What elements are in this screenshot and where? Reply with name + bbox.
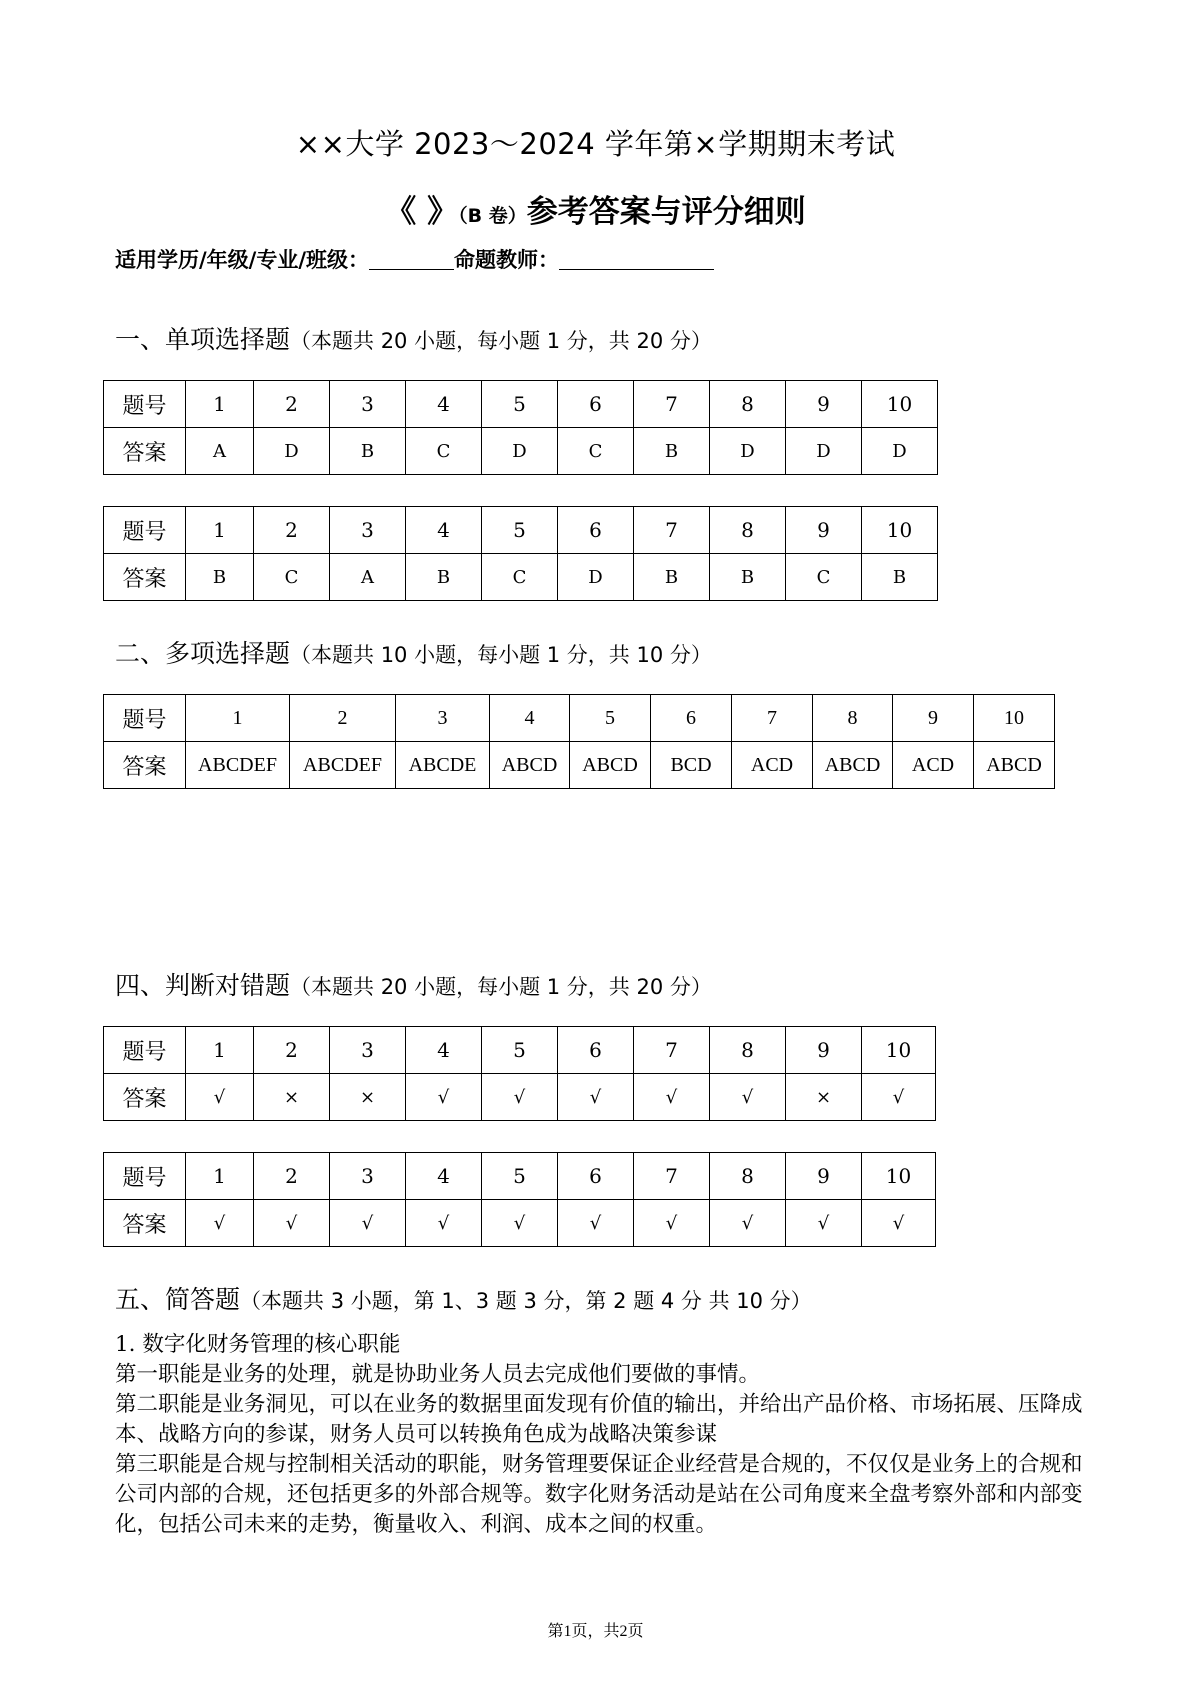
section-single-choice <box>115 320 712 356</box>
row-header: 答案 <box>104 428 186 475</box>
answer-cell: A <box>330 554 406 601</box>
answer-cell: D <box>786 428 862 475</box>
question-number-cell: 6 <box>558 381 634 428</box>
row-header: 题号 <box>104 695 186 742</box>
short-answer-body <box>115 1330 1090 1540</box>
answer-key-title <box>0 186 1191 231</box>
question-number-cell: 9 <box>786 381 862 428</box>
answer-row <box>104 1200 936 1247</box>
question-number-cell: 8 <box>710 1153 786 1200</box>
section-title: 四、判断对错题 <box>115 971 291 1000</box>
answer-paragraph: 第三职能是合规与控制相关活动的职能，财务管理要保证企业经营是合规的，不仅仅是业务上的合规和公司内部的合规，还包括更多的外部合规等。数字化财务活动是站在公司角度来全盘考察外部和内部变化，包括公司未来的走势，衡量收入、利润、成本之间的权重。 <box>115 1452 1083 1537</box>
row-header: 答案 <box>104 554 186 601</box>
question-number-cell: 3 <box>330 507 406 554</box>
section-title: 二、多项选择题 <box>115 639 291 668</box>
single-choice-table-1 <box>103 380 938 475</box>
row-header: 答案 <box>104 1074 186 1121</box>
exam-title: ××大学 2023～2024 学年第×学期期末考试 <box>295 127 896 161</box>
question-number-cell: 7 <box>732 695 813 742</box>
answer-cell: C <box>482 554 558 601</box>
question-number-cell: 3 <box>330 381 406 428</box>
answer-cell: √ <box>186 1074 254 1121</box>
question-number-cell: 6 <box>558 1027 634 1074</box>
answer-cell: C <box>786 554 862 601</box>
question-number-cell: 10 <box>862 507 938 554</box>
answer-cell: × <box>786 1074 862 1121</box>
answer-cell: ABCDEF <box>290 742 396 789</box>
question-number-cell: 10 <box>862 1027 936 1074</box>
question-number-cell: 4 <box>406 1027 482 1074</box>
answer-cell: D <box>862 428 938 475</box>
answer-cell: √ <box>558 1074 634 1121</box>
answer-cell: ABCDE <box>396 742 490 789</box>
section-note: （本题共 20 小题，每小题 1 分，共 20 分） <box>290 329 712 353</box>
question-number-cell: 10 <box>862 1153 936 1200</box>
answer-cell: D <box>254 428 330 475</box>
answer-cell: √ <box>786 1200 862 1247</box>
answer-cell: ABCDEF <box>186 742 290 789</box>
question-number-cell: 5 <box>482 1027 558 1074</box>
teacher-label: 命题教师： <box>454 248 560 272</box>
single-choice-table-2 <box>103 506 938 601</box>
question-number-cell: 8 <box>813 695 893 742</box>
question-number-cell: 4 <box>406 381 482 428</box>
applicable-blank <box>369 249 454 270</box>
question-number-cell: 1 <box>186 1027 254 1074</box>
answer-cell: D <box>558 554 634 601</box>
applicable-label: 适用学历/年级/专业/班级： <box>115 248 370 272</box>
answer-cell: √ <box>634 1074 710 1121</box>
question-number-cell: 2 <box>254 1153 330 1200</box>
answer-cell: √ <box>710 1074 786 1121</box>
answer-cell: A <box>186 428 254 475</box>
answer-cell: √ <box>482 1074 558 1121</box>
question-number-cell: 4 <box>406 1153 482 1200</box>
answer-cell: √ <box>330 1200 406 1247</box>
answer-cell: B <box>862 554 938 601</box>
question-number-cell: 3 <box>330 1027 406 1074</box>
answer-cell: × <box>254 1074 330 1121</box>
answer-paragraph: 第一职能是业务的处理，就是协助业务人员去完成他们要做的事情。 <box>115 1362 761 1387</box>
section-true-false <box>115 966 712 1002</box>
question-number-cell: 5 <box>482 1153 558 1200</box>
answer-cell: ABCD <box>813 742 893 789</box>
answer-cell: B <box>634 428 710 475</box>
question-number-cell: 2 <box>254 1027 330 1074</box>
answer-cell: B <box>330 428 406 475</box>
question-number-cell: 8 <box>710 507 786 554</box>
section-short-answer <box>115 1280 812 1316</box>
answer-cell: √ <box>862 1200 936 1247</box>
section-note: （本题共 10 小题，每小题 1 分，共 10 分） <box>290 643 712 667</box>
question-number-cell: 1 <box>186 695 290 742</box>
answer-cell: B <box>634 554 710 601</box>
question-number-cell: 5 <box>482 507 558 554</box>
course-name-brackets: 《 》 <box>385 194 459 230</box>
section-title: 一、单项选择题 <box>115 325 291 354</box>
answer-cell: ACD <box>893 742 974 789</box>
question-number-row <box>104 1027 936 1074</box>
answer-cell: √ <box>406 1074 482 1121</box>
question-number-cell: 2 <box>254 381 330 428</box>
question-number-row <box>104 1153 936 1200</box>
question-number-cell: 7 <box>634 1153 710 1200</box>
section-multi-choice <box>115 634 712 670</box>
row-header: 答案 <box>104 1200 186 1247</box>
question-number-cell: 1 <box>186 1153 254 1200</box>
answer-cell: C <box>406 428 482 475</box>
true-false-table-1 <box>103 1026 936 1121</box>
teacher-blank <box>559 249 714 270</box>
row-header: 题号 <box>104 1153 186 1200</box>
question-number-cell: 8 <box>710 1027 786 1074</box>
question-number-row <box>104 507 938 554</box>
question-number-cell: 4 <box>490 695 570 742</box>
question-number-cell: 9 <box>786 1027 862 1074</box>
row-header: 题号 <box>104 381 186 428</box>
answer-cell: C <box>558 428 634 475</box>
question-number-cell: 1 <box>186 381 254 428</box>
answer-cell: √ <box>558 1200 634 1247</box>
answer-cell: B <box>710 554 786 601</box>
question-number-cell: 9 <box>893 695 974 742</box>
question-number-row <box>104 695 1055 742</box>
question-number-cell: 6 <box>558 1153 634 1200</box>
paper-version: （B 卷） <box>458 205 527 227</box>
answer-cell: C <box>254 554 330 601</box>
answer-cell: √ <box>406 1200 482 1247</box>
answer-cell: ABCD <box>570 742 651 789</box>
answer-cell: √ <box>482 1200 558 1247</box>
question-number-cell: 5 <box>570 695 651 742</box>
section-note: （本题共 20 小题，每小题 1 分，共 20 分） <box>290 975 712 999</box>
question-number-cell: 10 <box>862 381 938 428</box>
answer-cell: ABCD <box>974 742 1055 789</box>
multi-choice-table <box>103 694 1055 789</box>
row-header: 题号 <box>104 507 186 554</box>
answer-cell: D <box>710 428 786 475</box>
answer-cell: √ <box>710 1200 786 1247</box>
answer-key-subtitle: 参考答案与评分细则 <box>526 194 806 230</box>
question-number-row <box>104 381 938 428</box>
question-number-cell: 2 <box>254 507 330 554</box>
question-number-cell: 8 <box>710 381 786 428</box>
answer-row <box>104 1074 936 1121</box>
question-number-cell: 7 <box>634 381 710 428</box>
answer-cell: B <box>406 554 482 601</box>
question-number-cell: 9 <box>786 1153 862 1200</box>
answer-cell: × <box>330 1074 406 1121</box>
answer-paragraph: 第二职能是业务洞见，可以在业务的数据里面发现有价值的输出，并给出产品价格、市场拓展、压降成本、战略方向的参谋，财务人员可以转换角色成为战略决策参谋 <box>115 1392 1083 1447</box>
question-number-cell: 4 <box>406 507 482 554</box>
question-number-cell: 6 <box>651 695 732 742</box>
answer-row <box>104 742 1055 789</box>
question-number-cell: 1 <box>186 507 254 554</box>
question-number-cell: 3 <box>396 695 490 742</box>
question-number-cell: 2 <box>290 695 396 742</box>
question-number-cell: 5 <box>482 381 558 428</box>
answer-cell: B <box>186 554 254 601</box>
true-false-table-2 <box>103 1152 936 1247</box>
answer-cell: √ <box>186 1200 254 1247</box>
answer-row <box>104 428 938 475</box>
section-title: 五、简答题 <box>115 1285 241 1314</box>
answer-cell: BCD <box>651 742 732 789</box>
answer-cell: D <box>482 428 558 475</box>
answer-cell: √ <box>254 1200 330 1247</box>
question-number-cell: 9 <box>786 507 862 554</box>
row-header: 题号 <box>104 1027 186 1074</box>
question-number-cell: 7 <box>634 1027 710 1074</box>
exam-meta <box>115 244 714 274</box>
question-number-cell: 7 <box>634 507 710 554</box>
question-number-cell: 3 <box>330 1153 406 1200</box>
answer-row <box>104 554 938 601</box>
answer-cell: ACD <box>732 742 813 789</box>
question-number-cell: 10 <box>974 695 1055 742</box>
page-number: 第1页，共2页 <box>547 1623 644 1640</box>
answer-heading: 1. 数字化财务管理的核心职能 <box>115 1332 401 1357</box>
answer-cell: √ <box>634 1200 710 1247</box>
section-note: （本题共 3 小题，第 1、3 题 3 分，第 2 题 4 分 共 10 分） <box>240 1289 812 1313</box>
answer-cell: √ <box>862 1074 936 1121</box>
question-number-cell: 6 <box>558 507 634 554</box>
row-header: 答案 <box>104 742 186 789</box>
answer-cell: ABCD <box>490 742 570 789</box>
